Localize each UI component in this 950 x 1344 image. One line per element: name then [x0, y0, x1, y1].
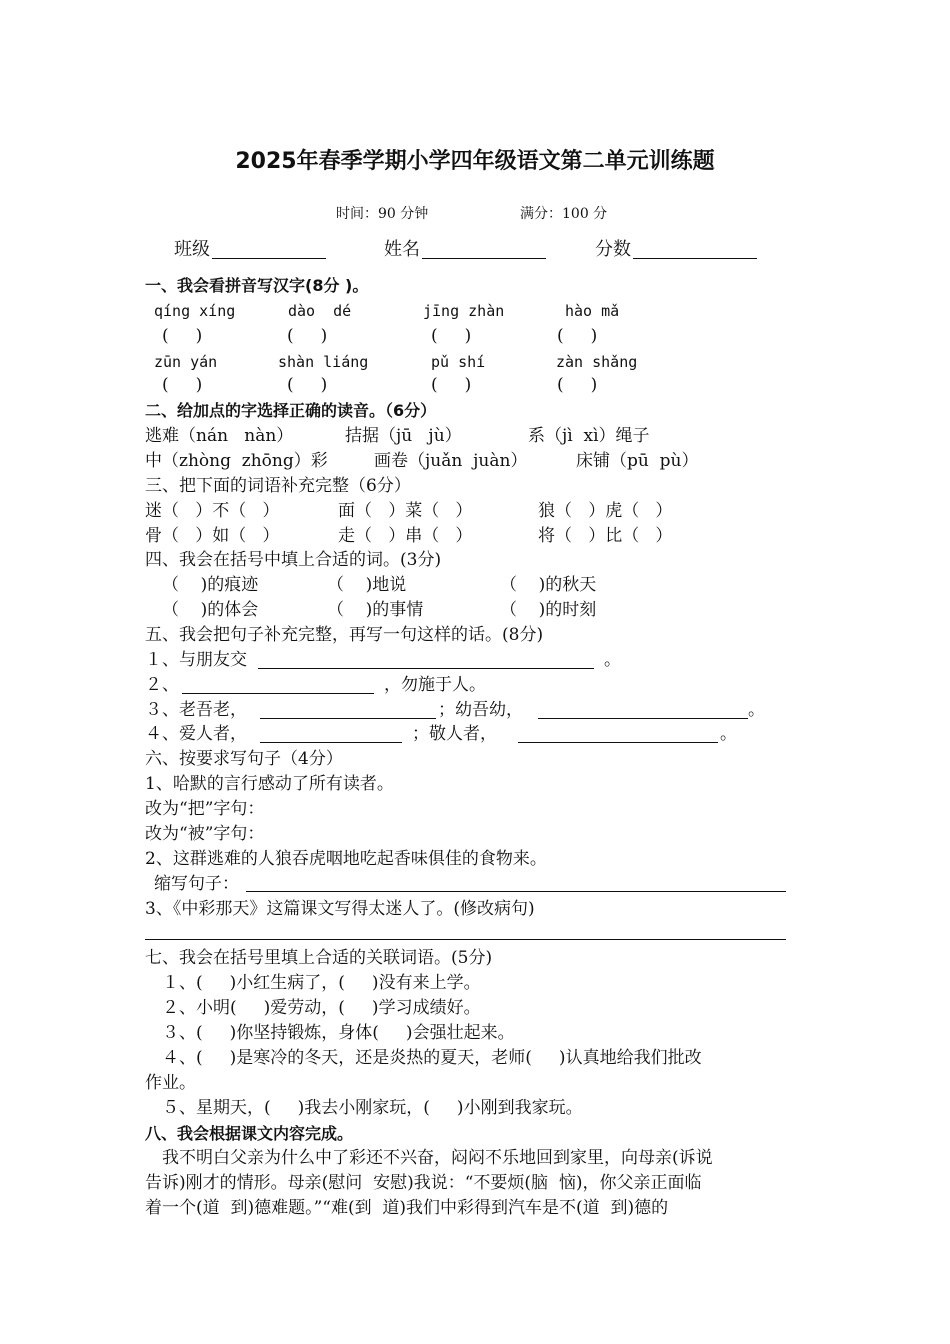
passage-line: 告诉)刚才的情形。母亲(慰问 安慰)我说：“不要烦(脑 恼)，你父亲正面临	[145, 1173, 702, 1193]
answer-blank[interactable]: ( )	[557, 375, 598, 395]
question-1: 1、哈默的言行感动了所有读者。	[145, 774, 394, 794]
conjunction-item-continued: 作业。	[145, 1073, 196, 1093]
sentence-2-blank[interactable]	[182, 693, 374, 694]
word-blank[interactable]: （ )地说	[327, 575, 407, 595]
answer-blank[interactable]: ( )	[431, 326, 472, 346]
answer-blank[interactable]: ( )	[287, 375, 328, 395]
word-blank[interactable]: （ )的事情	[327, 600, 424, 620]
sentence-4-middle: ；敬人者，	[412, 724, 497, 744]
word-blank[interactable]: （ )的时刻	[500, 600, 597, 620]
score-label: 分数	[595, 239, 631, 260]
reading-choice[interactable]: 画卷（juǎn juàn）	[374, 451, 528, 471]
passage-line: 着一个(道 到)德难题。”“难(到 道)我们中彩得到汽车是不(道 到)德的	[145, 1198, 669, 1218]
section-8-heading: 八、我会根据课文内容完成。	[145, 1124, 354, 1143]
class-field[interactable]	[212, 258, 326, 259]
idiom-blank[interactable]: 迷（ ）不（ ）	[145, 501, 280, 521]
word-blank[interactable]: （ )的秋天	[500, 575, 597, 595]
pinyin-item: shàn liáng	[278, 353, 369, 371]
word-blank[interactable]: （ )的痕迹	[162, 575, 259, 595]
bei-sentence-label: 改为“被”字句：	[145, 824, 265, 844]
passage-line: 我不明白父亲为什么中了彩还不兴奋，闷闷不乐地回到家里，向母亲(诉说	[162, 1148, 713, 1168]
pinyin-item: dào dé	[288, 302, 352, 320]
sentence-3-prefix: ３、老吾老，	[145, 700, 247, 720]
reading-choice[interactable]: 系（jì xì）绳子	[528, 426, 650, 446]
reading-choice[interactable]: 床铺（pū pù）	[576, 451, 699, 471]
sentence-2-suffix: ，勿施于人。	[384, 675, 486, 695]
question-3: 3、《中彩那天》这篇课文写得太迷人了。(修改病句)	[145, 899, 535, 919]
sentence-3-blank-b[interactable]	[538, 718, 748, 719]
reading-choice[interactable]: 逃难（nán nàn）	[145, 426, 294, 446]
section-3-heading: 三、把下面的词语补充完整（6分）	[145, 476, 411, 496]
section-4-heading: 四、我会在括号中填上合适的词。(3分)	[145, 550, 442, 570]
idiom-blank[interactable]: 狼（ ）虎（ ）	[538, 501, 673, 521]
pinyin-item: zūn yán	[154, 353, 218, 371]
idiom-blank[interactable]: 面（ ）菜（ ）	[338, 501, 473, 521]
shorten-answer-line[interactable]	[246, 891, 786, 892]
answer-blank[interactable]: ( )	[162, 326, 203, 346]
sentence-3-middle: ；幼吾幼，	[438, 700, 523, 720]
name-label: 姓名	[384, 239, 420, 260]
idiom-blank[interactable]: 走（ ）串（ ）	[338, 526, 473, 546]
pinyin-item: qíng xíng	[154, 302, 236, 320]
sentence-3-blank-a[interactable]	[260, 718, 436, 719]
section-7-heading: 七、我会在括号里填上合适的关联词语。(5分)	[145, 948, 493, 968]
ba-sentence-label: 改为“把”字句：	[145, 799, 265, 819]
sentence-4-prefix: ４、爱人者，	[145, 724, 247, 744]
conjunction-item[interactable]: ２、小明( )爱劳动，( )学习成绩好。	[162, 998, 481, 1018]
class-label: 班级	[174, 239, 210, 260]
sentence-1-prefix: １、与朋友交	[145, 650, 247, 670]
name-field[interactable]	[422, 258, 546, 259]
sentence-4-blank-a[interactable]	[260, 742, 402, 743]
answer-blank[interactable]: ( )	[557, 326, 598, 346]
idiom-blank[interactable]: 将（ ）比（ ）	[538, 526, 673, 546]
sentence-4-suffix: 。	[720, 724, 737, 744]
pinyin-item: jīng zhàn	[423, 302, 505, 320]
shorten-label: 缩写句子：	[154, 874, 239, 894]
pinyin-item: zàn shǎng	[556, 353, 638, 371]
sentence-2-prefix: ２、	[145, 675, 179, 695]
sentence-3-suffix: 。	[748, 700, 765, 720]
idiom-blank[interactable]: 骨（ ）如（ ）	[145, 526, 280, 546]
sentence-1-blank[interactable]	[258, 668, 594, 669]
full-score-label: 满分：100 分	[520, 206, 608, 222]
section-6-heading: 六、按要求写句子（4分）	[145, 749, 343, 769]
conjunction-item[interactable]: ３、( )你坚持锻炼，身体( )会强壮起来。	[162, 1023, 515, 1043]
sentence-1-suffix: 。	[604, 650, 621, 670]
answer-blank[interactable]: ( )	[162, 375, 203, 395]
section-5-heading: 五、我会把句子补充完整，再写一句这样的话。(8分)	[145, 625, 544, 645]
score-field[interactable]	[633, 258, 757, 259]
answer-blank[interactable]: ( )	[287, 326, 328, 346]
section-1-heading: 一、我会看拼音写汉字(8分 )。	[145, 276, 369, 295]
correction-answer-line[interactable]	[145, 939, 786, 940]
conjunction-item[interactable]: ５、星期天，( )我去小刚家玩，( )小刚到我家玩。	[162, 1098, 583, 1118]
reading-choice[interactable]: 中（zhòng zhōng）彩	[145, 451, 328, 471]
question-2: 2、这群逃难的人狼吞虎咽地吃起香味俱佳的食物来。	[145, 849, 547, 869]
answer-blank[interactable]: ( )	[431, 375, 472, 395]
sentence-4-blank-b[interactable]	[518, 742, 718, 743]
section-2-heading: 二、给加点的字选择正确的读音。（6分）	[145, 401, 437, 420]
reading-choice[interactable]: 拮据（jū jù）	[345, 426, 462, 446]
conjunction-item[interactable]: １、( )小红生病了，( )没有来上学。	[162, 973, 481, 993]
page-title: 2025年春季学期小学四年级语文第二单元训练题	[235, 149, 715, 174]
word-blank[interactable]: （ )的体会	[162, 600, 259, 620]
conjunction-item[interactable]: ４、( )是寒冷的冬天，还是炎热的夏天，老师( )认真地给我们批改	[162, 1048, 702, 1068]
pinyin-item: hào mǎ	[565, 302, 620, 320]
pinyin-item: pǔ shí	[431, 353, 486, 371]
time-label: 时间：90 分钟	[336, 206, 429, 222]
